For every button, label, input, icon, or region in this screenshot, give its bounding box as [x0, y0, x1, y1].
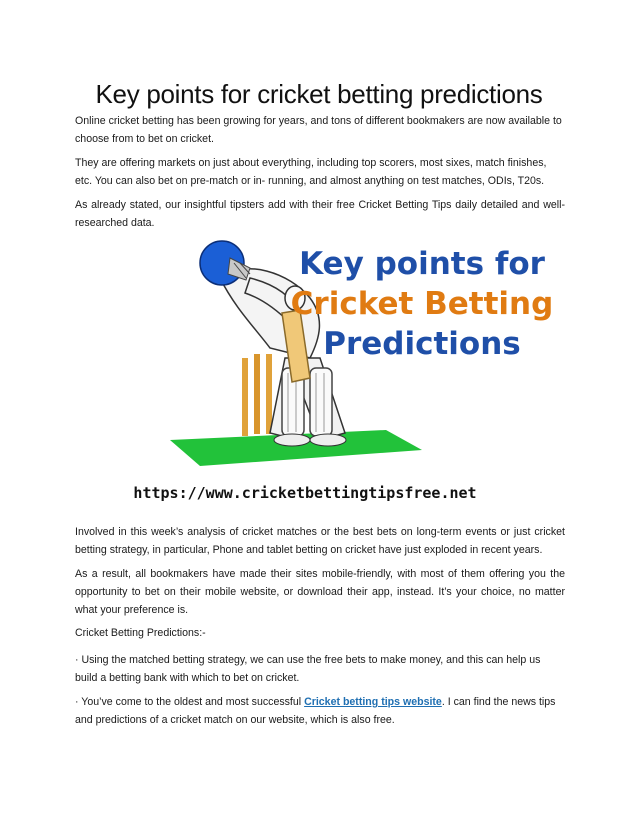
cricket-illustration: [133, 218, 554, 513]
figure-heading-line-1: Key points for: [299, 246, 545, 282]
paragraph-bullet-website: [75, 693, 565, 729]
paragraph-bullet-website-after: . I can find the news tips and predictions of a cricket match on our website, which is also free.: [75, 696, 556, 726]
figure-url: https://www.cricketbettingtipsfree.net: [133, 484, 477, 502]
section-heading-predictions: Cricket Betting Predictions:-: [75, 627, 206, 639]
figure-heading-line-3: Predictions: [323, 326, 521, 362]
stump-middle: [254, 354, 260, 434]
paragraph-tipsters: As already stated, our insightful tipsters add with their free Cricket Betting Tips daily detailed and well-researched data.: [75, 199, 565, 229]
cricket-illustration-svg: [133, 218, 554, 513]
shoe-left: [274, 434, 310, 446]
pad-right: [310, 368, 332, 436]
cricket-tips-website-link[interactable]: Cricket betting tips website: [304, 696, 442, 708]
paragraph-bullet-website-before: · You’ve come to the oldest and most successful: [75, 696, 305, 708]
figure-heading-line-2: Cricket Betting: [290, 286, 554, 322]
shoe-right: [310, 434, 346, 446]
stump-right: [266, 354, 272, 434]
paragraph-markets: They are offering markets on just about everything, including top scorers, most sixes, match finishes, etc. You can also bet on pre-match or in- running, and almost anything on test matches, ODIs, T20s.: [75, 157, 547, 187]
paragraph-intro: Online cricket betting has been growing for years, and tons of different bookmakers are now available to choose from to bet on cricket.: [75, 115, 562, 145]
stump-left: [242, 358, 248, 436]
paragraph-bullet-matched-betting: · Using the matched betting strategy, we can use the free bets to make money, and this can help us build a betting bank with which to bet on cricket.: [75, 654, 541, 684]
paragraph-analysis: Involved in this week’s analysis of cricket matches or the best bets on long-term events or just cricket betting strategy, in particular, Phone and tablet betting on cricket have just exploded in recent years.: [75, 526, 565, 556]
paragraph-mobile: As a result, all bookmakers have made their sites mobile-friendly, with most of them offering you the opportunity to bet on their mobile website, or download their app, instead. It’s your choice, no matter what your preference is.: [75, 568, 565, 616]
page-title: Key points for cricket betting predictions: [95, 79, 543, 109]
